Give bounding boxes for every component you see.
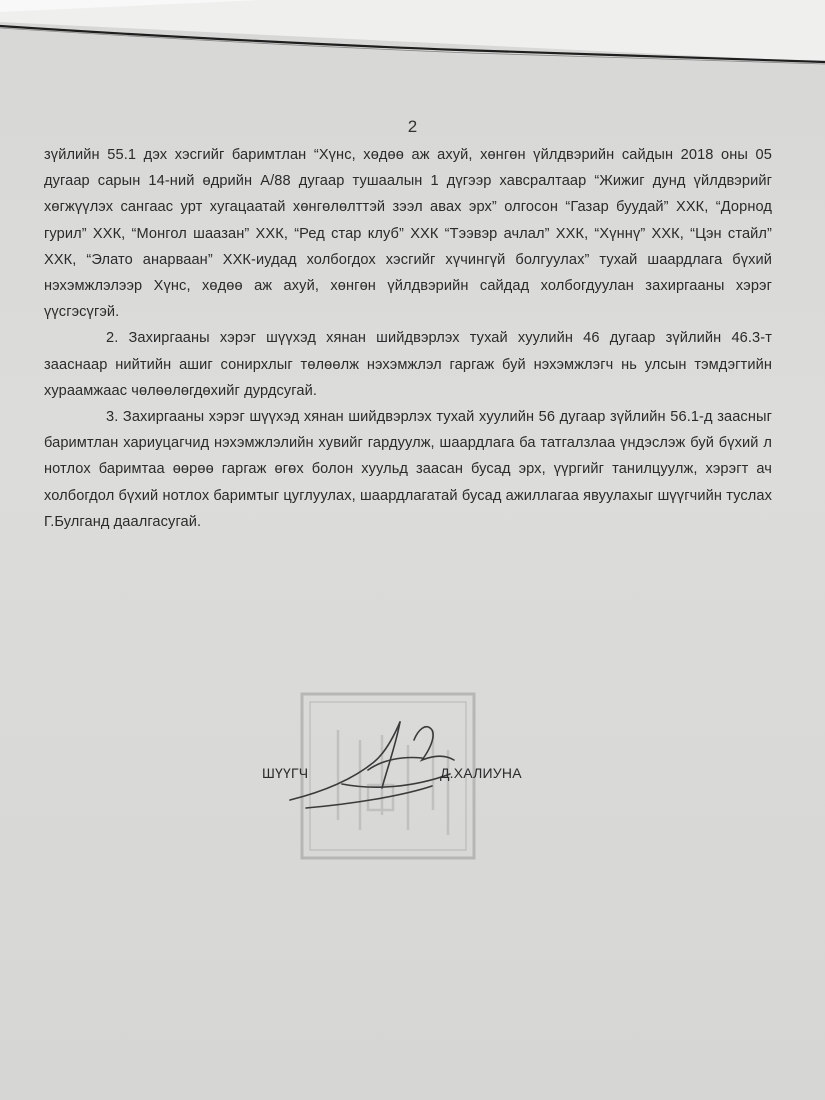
paragraph-3: 3. Захиргааны хэрэг шүүхэд хянан шийдвэрлэх тухай хуулийн 56 дугаар зүйлийн 56.1-д заасныг баримтлан хариуцагчид нэхэмжлэлийн хувийг гардуулж, шаардлага ба татгалзлаа үндэслэж буй бүхий л нотлох баримтаа өөрөө гаргаж өгөх болон хуульд заасан бусад эрх, үүргийг танилцуулж, хэрэгт ач холбогдол бүхий нотлох баримтыг цуглуулах, шаардлагатай бусад ажиллагаа явуулахыг шүүгчийн туслах Г.Булганд даалгасугай. [44, 409, 772, 530]
page-number: 2 [407, 117, 418, 136]
handwritten-signature [282, 700, 472, 820]
paragraph-2: 2. Захиргааны хэрэг шүүхэд хянан шийдвэрлэх тухай хуулийн 46 дугаар зүйлийн 46.3-т зааснаар нийтийн ашиг сонирхлыг төлөөлж нэхэмжлэл гаргаж буй нэхэмжлэгч нь улсын тэмдэгтийн хураамжаас чөлөөлөгдөхийг дурдсугай. [44, 330, 772, 399]
paragraph-1: зүйлийн 55.1 дэх хэсгийг баримтлан “Хүнс, хөдөө аж ахуй, хөнгөн үйлдвэрийн сайдын 2018 оны 05 дугаар сарын 14-ний өдрийн А/88 дугаар тушаалын 1 дүгээр хавсралтаар “Жижиг дунд үйлдвэрийг хөгжүүлэх сангаас урт хугацаатай хөнгөлөлттэй зээл авах эрх” олгосон “Газар буудай” ХХК, “Дорнод гурил” ХХК, “Монгол шаазан” ХХК, “Ред стар клуб” ХХК “Тээвэр ачлал” ХХК, “Хүннү” ХХК, “Цэн стайл” ХХК, “Элато анарваан” ХХК-иудад холбогдох хэсгийг хүчингүй болгуулах” тухай шаардлага бүхий нэхэмжлэлээр Хүнс, хөдөө аж ахуй, хөнгөн үйлдвэрийн сайдад холбогдуулан захиргааны хэрэг үүсгэсүгэй. [44, 147, 772, 321]
page-edge-shadow [0, 0, 825, 120]
document-body [44, 142, 772, 535]
signer-title: ШҮҮГЧ [262, 765, 309, 781]
signer-name: Д.ХАЛИУНА [440, 765, 522, 781]
